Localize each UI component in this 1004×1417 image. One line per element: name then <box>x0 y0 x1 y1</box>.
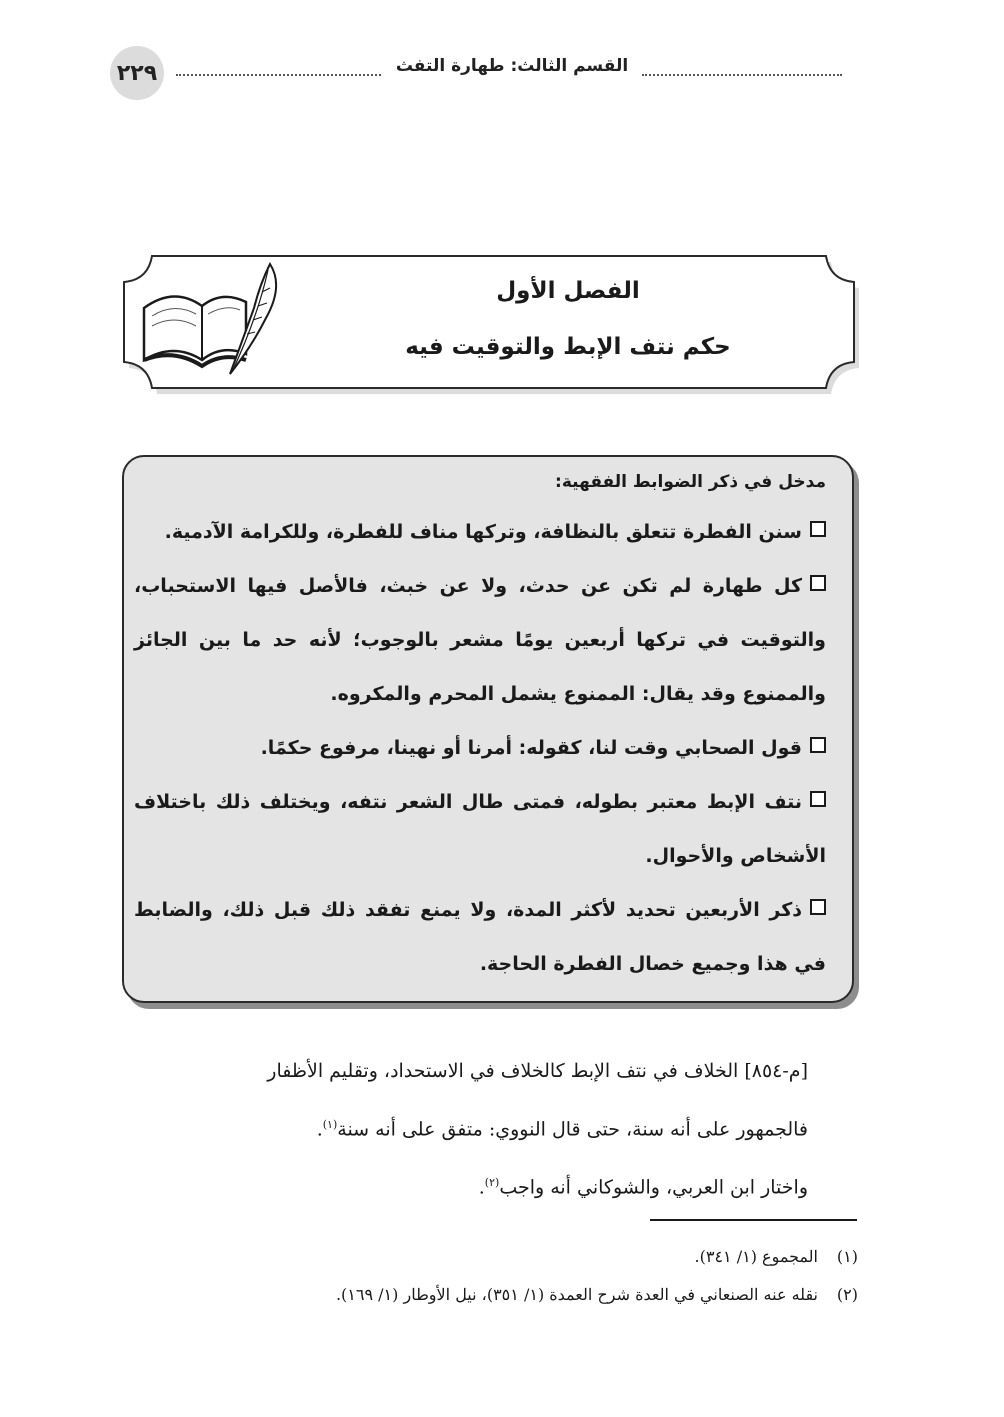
principle-text: كل طهارة لم تكن عن حدث، ولا عن خبث، فالأصل فيها الاستحباب، والتوقيت في تركها أربعين يومًا مشعر بالوجوب؛ لأنه حد ما بين الجائز والممنوع وقد يقال: الممنوع يشمل المحرم والمكروه. <box>134 575 826 705</box>
footnote-text: نقله عنه الصنعاني في العدة شرح العمدة (١/ ٣٥١)، نيل الأوطار (١/ ١٦٩). <box>335 1285 818 1304</box>
header-dotted-leader-left <box>176 60 381 76</box>
book-quill-icon <box>134 256 284 386</box>
body-paragraph-3-text: واختار ابن العربي، والشوكاني أنه واجب <box>499 1176 808 1199</box>
footnote-text: المجموع (١/ ٣٤١). <box>694 1247 818 1266</box>
chapter-title: حكم نتف الإبط والتوقيت فيه <box>405 334 731 360</box>
checkbox-icon <box>810 521 826 537</box>
principle-item <box>134 559 826 721</box>
body-paragraph-2-end: . <box>316 1118 323 1141</box>
principle-text: نتف الإبط معتبر بطوله، فمتى طال الشعر نتفه، ويختلف ذلك باختلاف الأشخاص والأحوال. <box>134 791 826 867</box>
fiqh-principles-box <box>122 455 854 1003</box>
chapter-banner <box>118 246 860 398</box>
principle-text: سنن الفطرة تتعلق بالنظافة، وتركها مناف للفطرة، وللكرامة الآدمية. <box>164 521 802 543</box>
footnote-separator <box>650 1219 857 1221</box>
header-dotted-leader-right <box>642 60 842 76</box>
footnote-2 <box>140 1276 858 1314</box>
principles-heading: مدخل في ذكر الضوابط الفقهية: <box>555 472 826 492</box>
chapter-label: الفصل الأول <box>496 278 640 304</box>
page-number: ٢٢٩ <box>110 46 164 100</box>
body-paragraph-1: [م-٨٥٤] الخلاف في نتف الإبط كالخلاف في الاستحداد، وتقليم الأظفار <box>267 1060 808 1082</box>
principle-text: قول الصحابي وقت لنا، كقوله: أمرنا أو نهينا، مرفوع حكمًا. <box>260 737 802 759</box>
footnote-number: (٢) <box>836 1285 858 1304</box>
footnote-ref-2[interactable]: (٢) <box>484 1176 500 1190</box>
body-paragraph-3 <box>140 1156 808 1214</box>
body-paragraph-2 <box>140 1098 808 1156</box>
running-title: القسم الثالث: طهارة التفث <box>395 56 629 76</box>
checkbox-icon <box>810 791 826 807</box>
checkbox-icon <box>810 737 826 753</box>
checkbox-icon <box>810 899 826 915</box>
checkbox-icon <box>810 575 826 591</box>
footnotes <box>140 1238 858 1314</box>
principle-item <box>134 721 826 775</box>
footnote-ref-1[interactable]: (١) <box>322 1118 338 1131</box>
principle-item <box>134 505 826 559</box>
footnote-number: (١) <box>836 1247 858 1266</box>
footnote-1 <box>140 1238 858 1276</box>
body-paragraph-2-text: فالجمهور على أنه سنة، حتى قال النووي: متفق على أنه سنة <box>337 1118 808 1141</box>
body-paragraph-3-end: . <box>478 1176 485 1199</box>
principle-text: ذكر الأربعين تحديد لأكثر المدة، ولا يمنع تفقد ذلك قبل ذلك، والضابط في هذا وجميع خصال الفطرة الحاجة. <box>134 899 826 975</box>
principle-item <box>134 775 826 883</box>
principle-item <box>134 883 826 991</box>
body-text <box>140 1044 808 1215</box>
